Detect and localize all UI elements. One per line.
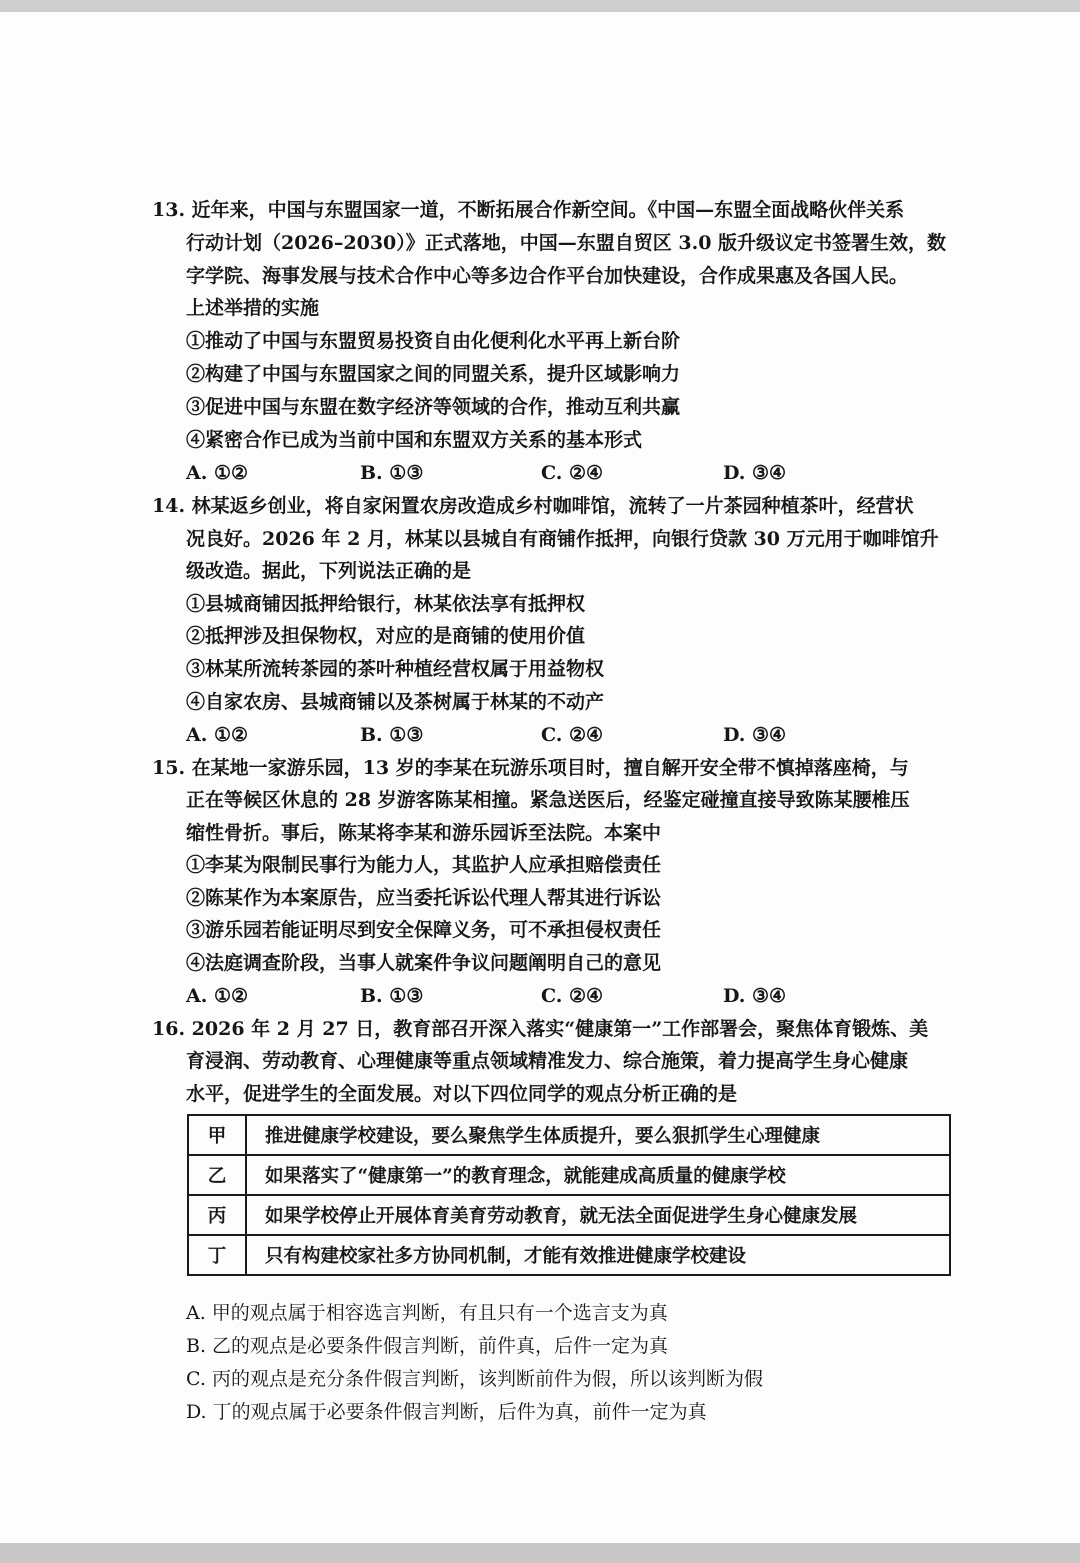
question-16-option-d: D. 丁的观点属于必要条件假言判断，后件为真，前件一定为真 <box>186 1401 707 1423</box>
question-14-stem-line-3: 级改造。据此，下列说法正确的是 <box>186 560 472 582</box>
question-13-option-b: B. ①③ <box>360 462 424 484</box>
question-16-option-b: B. 乙的观点是必要条件假言判断，前件真，后件一定为真 <box>186 1335 669 1357</box>
question-13-stem-line-3: 字学院、海事发展与技术合作中心等多边合作平台加快建设，合作成果惠及各国人民。 <box>186 265 909 287</box>
viewpoint-key: 丁 <box>188 1235 246 1275</box>
question-13-option-d: D. ③④ <box>723 462 787 484</box>
question-14-item-2: ②抵押涉及担保物权，对应的是商铺的使用价值 <box>186 625 586 647</box>
question-13-stem-line-1: 13. 近年来，中国与东盟国家一道，不断拓展合作新空间。《中国—东盟全面战略伙伴关系 <box>152 199 905 221</box>
question-14-stem-line-1: 14. 林某返乡创业，将自家闲置农房改造成乡村咖啡馆，流转了一片茶园种植茶叶，经营状 <box>152 495 914 517</box>
viewpoint-text: 如果学校停止开展体育美育劳动教育，就无法全面促进学生身心健康发展 <box>246 1195 950 1235</box>
question-13-option-a: A. ①② <box>186 462 249 484</box>
question-16-stem-line-2: 育浸润、劳动教育、心理健康等重点领域精准发力、综合施策，着力提高学生身心健康 <box>186 1050 909 1072</box>
question-14-item-1: ①县城商铺因抵押给银行，林某依法享有抵押权 <box>186 593 586 615</box>
viewpoints-table <box>187 1114 951 1276</box>
viewpoint-key: 乙 <box>188 1155 246 1195</box>
question-16-stem-line-3: 水平，促进学生的全面发展。对以下四位同学的观点分析正确的是 <box>186 1083 738 1105</box>
viewpoint-key: 甲 <box>188 1115 246 1155</box>
question-14-item-3: ③林某所流转茶园的茶叶种植经营权属于用益物权 <box>186 658 605 680</box>
scan-top-edge <box>0 0 1080 12</box>
viewpoint-text: 只有构建校家社多方协同机制，才能有效推进健康学校建设 <box>246 1235 950 1275</box>
question-14-item-4: ④自家农房、县城商铺以及茶树属于林某的不动产 <box>186 691 605 713</box>
viewpoint-key: 丙 <box>188 1195 246 1235</box>
question-15-item-4: ④法庭调查阶段，当事人就案件争议问题阐明自己的意见 <box>186 952 662 974</box>
table-row <box>188 1115 950 1155</box>
question-13-stem-line-4: 上述举措的实施 <box>186 297 320 319</box>
viewpoint-text: 推进健康学校建设，要么聚焦学生体质提升，要么狠抓学生心理健康 <box>246 1115 950 1155</box>
question-13-item-2: ②构建了中国与东盟国家之间的同盟关系，提升区域影响力 <box>186 363 681 385</box>
table-row <box>188 1155 950 1195</box>
question-16-option-c: C. 丙的观点是充分条件假言判断，该判断前件为假，所以该判断为假 <box>186 1368 763 1390</box>
question-14-option-c: C. ②④ <box>541 724 604 746</box>
question-15-stem-line-3: 缩性骨折。事后，陈某将李某和游乐园诉至法院。本案中 <box>186 822 662 844</box>
scan-bottom-edge <box>0 1543 1080 1563</box>
question-15-option-d: D. ③④ <box>723 985 787 1007</box>
question-14-option-b: B. ①③ <box>360 724 424 746</box>
question-14-option-d: D. ③④ <box>723 724 787 746</box>
question-15-item-1: ①李某为限制民事行为能力人，其监护人应承担赔偿责任 <box>186 854 662 876</box>
question-14-option-a: A. ①② <box>186 724 249 746</box>
question-13-option-c: C. ②④ <box>541 462 604 484</box>
question-15-stem-line-1: 15. 在某地一家游乐园，13 岁的李某在玩游乐项目时，擅自解开安全带不慎掉落座椅，与 <box>152 757 909 779</box>
table-row <box>188 1195 950 1235</box>
question-15-item-2: ②陈某作为本案原告，应当委托诉讼代理人帮其进行诉讼 <box>186 887 662 909</box>
question-13-stem-line-2: 行动计划（2026–2030）》正式落地，中国—东盟自贸区 3.0 版升级议定书签署生效，数 <box>186 232 947 254</box>
question-15-option-b: B. ①③ <box>360 985 424 1007</box>
question-15-item-3: ③游乐园若能证明尽到安全保障义务，可不承担侵权责任 <box>186 919 662 941</box>
question-15-stem-line-2: 正在等候区休息的 28 岁游客陈某相撞。紧急送医后，经鉴定碰撞直接导致陈某腰椎压 <box>186 789 910 811</box>
question-15-option-a: A. ①② <box>186 985 249 1007</box>
question-14-stem-line-2: 况良好。2026 年 2 月，林某以县城自有商铺作抵押，向银行贷款 30 万元用于咖啡馆升 <box>186 528 939 550</box>
question-16-option-a: A. 甲的观点属于相容选言判断，有且只有一个选言支为真 <box>186 1302 668 1324</box>
question-13-item-4: ④紧密合作已成为当前中国和东盟双方关系的基本形式 <box>186 429 643 451</box>
question-13-item-1: ①推动了中国与东盟贸易投资自由化便利化水平再上新台阶 <box>186 330 681 352</box>
question-16-stem-line-1: 16. 2026 年 2 月 27 日，教育部召开深入落实“健康第一”工作部署会，聚焦体育锻炼、美 <box>152 1018 929 1040</box>
question-15-option-c: C. ②④ <box>541 985 604 1007</box>
viewpoint-text: 如果落实了“健康第一”的教育理念，就能建成高质量的健康学校 <box>246 1155 950 1195</box>
table-row <box>188 1235 950 1275</box>
question-13-item-3: ③促进中国与东盟在数字经济等领域的合作，推动互利共赢 <box>186 396 681 418</box>
